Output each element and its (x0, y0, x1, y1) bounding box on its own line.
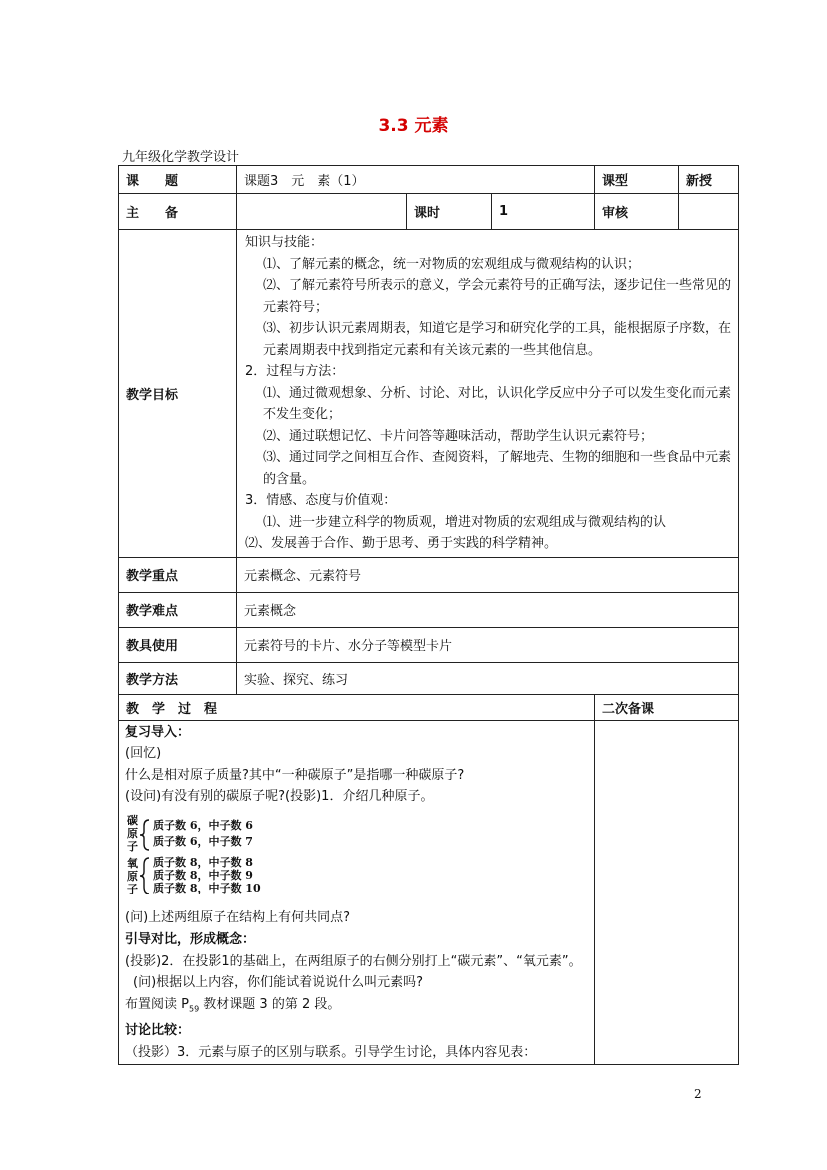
oxygen-item: 质子数 8，中子数 8 (153, 855, 253, 869)
question-line: (问)上述两组原子在结构上有何共同点? (125, 910, 351, 926)
oxygen-item: 质子数 8，中子数 9 (153, 868, 253, 882)
objective-line: ⑴、进一步建立科学的物质观，增进对物质的宏观组成与微观结构的认 (263, 514, 667, 530)
difficulty-value: 元素概念 (237, 592, 739, 627)
review-label: 审核 (595, 194, 679, 230)
objective-line: ⑵、发展善于合作、勤于思考、勇于实践的科学精神。 (245, 536, 558, 551)
recall-line: (回忆) (125, 746, 162, 762)
objective-line: ⑴、通过微观想象、分析、讨论、对比，认识化学反应中分子可以发生变化而元素不发生变化； (263, 385, 732, 422)
objective-line: 知识与技能： (245, 235, 324, 250)
discuss-heading: 讨论比较： (125, 1023, 191, 1039)
objective-line: ⑴、了解元素的概念，统一对物质的宏观组成与微观结构的认识； (263, 256, 641, 272)
document-title: 3.3 元素 (378, 116, 449, 136)
method-row (119, 662, 739, 694)
oxygen-label-char: 原 (127, 869, 138, 883)
difficulty-label: 教学难点 (119, 592, 237, 627)
topic-row (119, 166, 739, 194)
projection-line: (投影)2．在投影1的基础上，在两组原子的右侧分别打上“碳元素”、“氧元素”。 (125, 953, 582, 969)
prep-value (237, 194, 407, 230)
notes-cell (595, 720, 739, 1065)
guide-heading: 引导对比，形成概念： (125, 932, 256, 948)
carbon-label-char: 碳 (127, 813, 138, 827)
process-content (119, 720, 595, 1065)
process-header: 教 学 过 程 (119, 694, 595, 720)
difficulty-row (119, 592, 739, 627)
process-header-row (119, 694, 739, 720)
objective-line: ⑵、了解元素符号所表示的意义，学会元素符号的正确写法，逐步记住一些常见的元素符号； (263, 278, 732, 315)
carbon-item: 质子数 6，中子数 7 (153, 834, 253, 848)
oxygen-item: 质子数 8，中子数 10 (153, 881, 261, 894)
reading-post: 教材课题 3 的第 2 段。 (199, 996, 341, 1012)
prep-label: 主 备 (119, 194, 237, 230)
objective-line: 3．情感、态度与价值观： (245, 493, 397, 508)
document-subtitle: 九年级化学教学设计 (122, 150, 240, 165)
objective-line: ⑶、通过同学之间相互合作、查阅资料，了解地壳、生物的细胞和一些食品中元素的含量。 (263, 450, 732, 487)
projection-line: （投影）3．元素与原子的区别与联系。引导学生讨论，具体内容见表： (125, 1044, 537, 1060)
key-point-value: 元素概念、元素符号 (237, 557, 739, 592)
question-line: (问)根据以上内容，你们能试着说说什么叫元素吗? (133, 975, 424, 991)
type-label: 课型 (595, 166, 679, 194)
notes-header: 二次备课 (595, 694, 739, 720)
carbon-label-char: 原 (127, 826, 138, 840)
lesson-plan-table (118, 165, 739, 1065)
tools-row (119, 627, 739, 662)
period-value: 1 (492, 194, 595, 230)
method-value: 实验、探究、练习 (237, 662, 739, 694)
oxygen-label-char: 子 (127, 882, 138, 894)
atom-structure-diagram (125, 812, 325, 894)
tools-label: 教具使用 (119, 627, 237, 662)
period-label: 课时 (407, 194, 492, 230)
tools-value: 元素符号的卡片、水分子等模型卡片 (237, 627, 739, 662)
oxygen-label-char: 氧 (127, 856, 138, 870)
method-label: 教学方法 (119, 662, 237, 694)
topic-label: 课 题 (119, 166, 237, 194)
objective-line: ⑵、通过联想记忆、卡片问答等趣味活动，帮助学生认识元素符号； (263, 428, 654, 444)
oxygen-brace (140, 858, 149, 894)
carbon-brace (140, 820, 149, 850)
type-value: 新授 (679, 166, 739, 194)
objectives-row (119, 230, 739, 558)
review-value (679, 194, 739, 230)
review-heading: 复习导入： (125, 724, 191, 740)
key-point-label: 教学重点 (119, 557, 237, 592)
key-point-row (119, 557, 739, 592)
process-body-row (119, 720, 739, 1065)
carbon-label-char: 子 (127, 839, 138, 853)
reading-line (125, 994, 588, 1020)
reading-pre: 布置阅读 P (125, 996, 189, 1012)
question-line: 什么是相对原子质量?其中“一种碳原子”是指哪一种碳原子? (125, 767, 465, 783)
reading-page: 59 (188, 1004, 200, 1014)
topic-value: 课题3 元 素（1） (237, 166, 595, 194)
carbon-item: 质子数 6，中子数 6 (153, 818, 253, 832)
prep-row (119, 194, 739, 230)
objectives-label: 教学目标 (119, 230, 237, 558)
objectives-content (237, 230, 739, 558)
objective-line: ⑶、初步认识元素周期表，知道它是学习和研究化学的工具，能根据原子序数，在元素周期表中找到指定元素和有关该元素的一些其他信息。 (263, 321, 732, 358)
objective-line: 2．过程与方法： (245, 364, 345, 379)
page-number: 2 (694, 1087, 702, 1101)
question-line: (设问)有没有别的碳原子呢?(投影)1．介绍几种原子。 (125, 789, 434, 805)
